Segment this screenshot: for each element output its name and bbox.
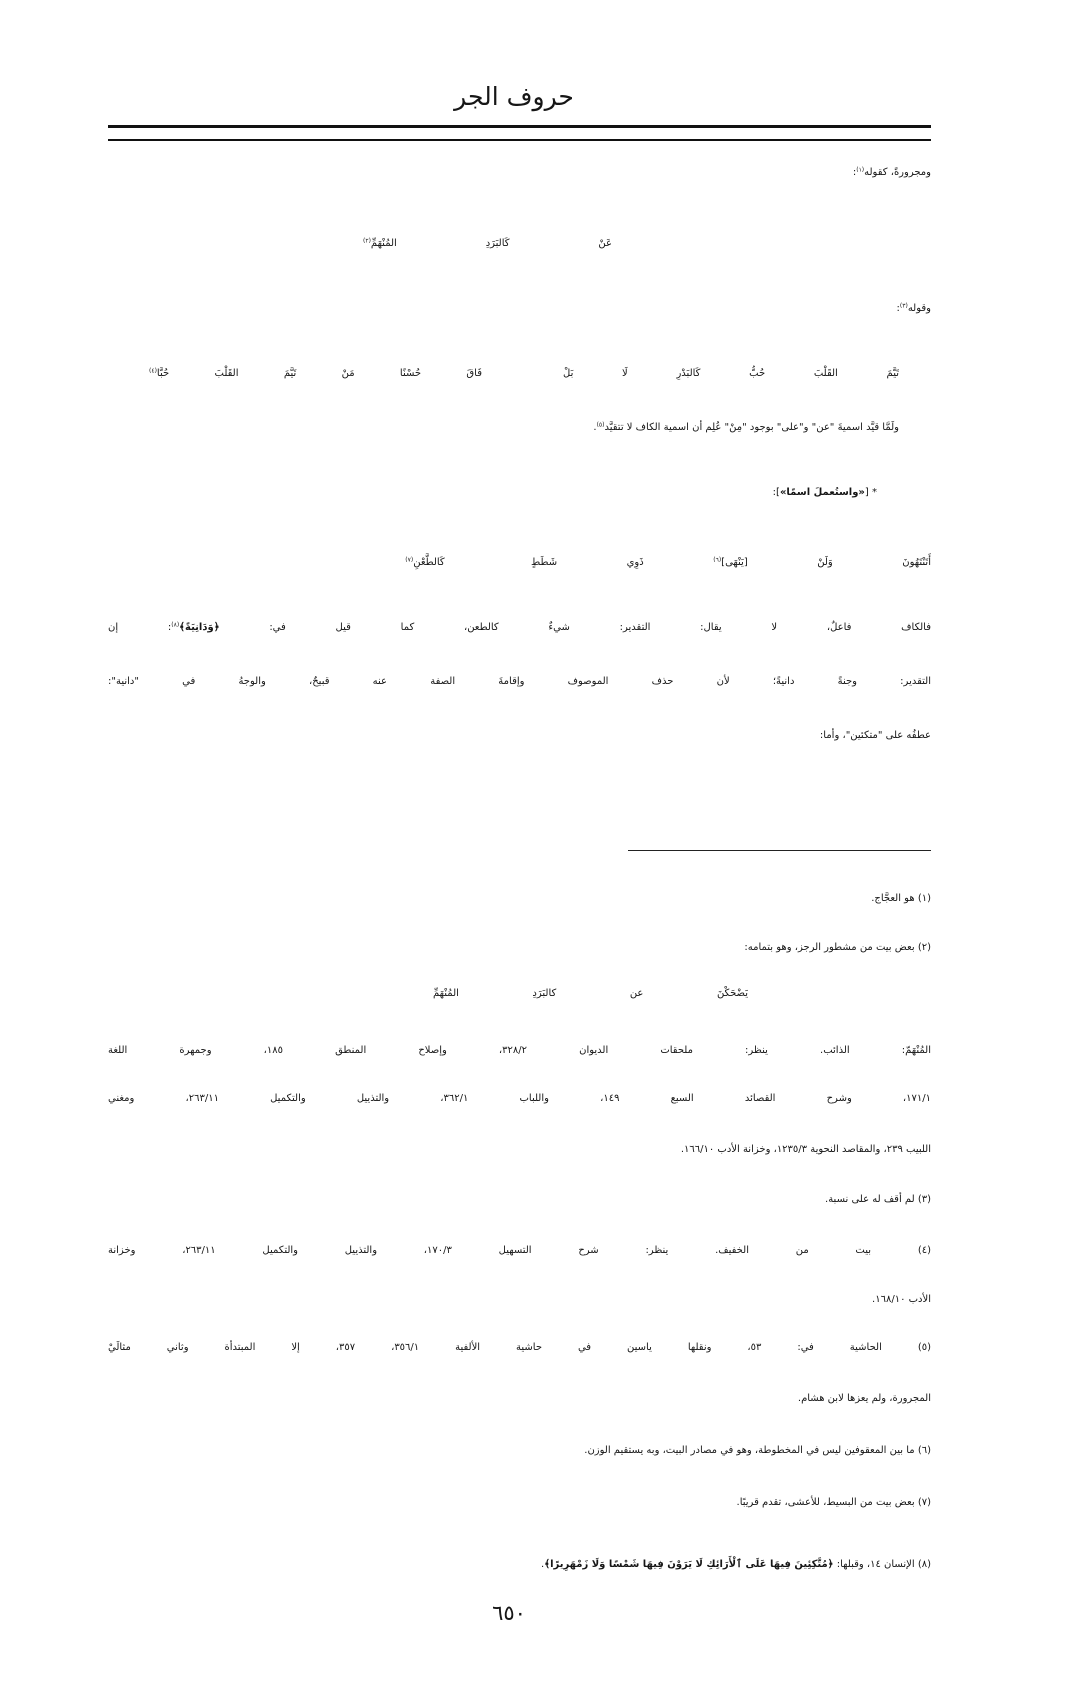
footnote-7 — [108, 1483, 931, 1523]
footnote-2-line-2 — [108, 1031, 931, 1071]
footnote-marker: (١) — [917, 893, 931, 904]
footnote-2 — [108, 928, 931, 968]
verse-text: ذَوِي شَطَطٍ — [531, 557, 644, 568]
footnote-text: بيت من الخفيف. ينظر: شرح التسهيل ١٧٠/٣، والتذييل والتكميل ٢٦٣/١١، وخزانة — [108, 1245, 872, 1256]
footnote-ref-8: (٨) — [171, 621, 180, 629]
body-text: فالكاف فاعلٌ، لا يقال: التقدير: شيءٌ كالطعن، كما قيل في: — [269, 622, 931, 633]
footnote-marker: (٨) — [917, 1559, 931, 1570]
running-header: حروف الجر — [454, 82, 574, 111]
footnote-marker: (٣) — [917, 1194, 931, 1205]
footnote-text: بعض بيت من البسيط، للأعشى، تقدم قريبًا. — [736, 1497, 915, 1508]
body-line-5 — [112, 406, 899, 450]
footnote-3 — [108, 1180, 931, 1220]
footnote-5-line-2 — [108, 1379, 931, 1419]
footnote-text: ١٧١/١، وشرح القصائد السبع ١٤٩، واللباب ٣٦٢/١، والتذييل والتكميل ٢٦٣/١١، ومغني — [108, 1093, 931, 1104]
body-text: وقوله — [907, 303, 931, 314]
header-rule-thick — [108, 125, 931, 128]
section-heading — [400, 471, 877, 515]
footnote-2-line-3 — [108, 1079, 931, 1119]
footnote-text: ما بين المعقوفين ليس في المخطوطة، وهو في مصادر البيت، وبه يستقيم الوزن. — [584, 1445, 915, 1456]
footnote-ref-2: (٢) — [363, 237, 371, 245]
footnote-2-line-4 — [108, 1130, 931, 1170]
body-text: التقدير: وجنةً دانيةً؛ لأن حذف الموصوف وإقامةَ الصفة عنه قبيحٌ، والوجهُ في "دانية": — [108, 676, 931, 687]
page-number: ٦٥٠ — [492, 1601, 526, 1625]
verse-text: يَضْحَكْنَ عن كالبَرَدِ المُنْهَمِّ — [433, 988, 748, 999]
verse-3-second-hemistich — [360, 541, 490, 585]
body-text: ولَمَّا قيَّد اسميةَ "عن" و"على" بوجود "مِنْ" عُلِم أن اسمية الكاف لا تتقيَّد — [604, 422, 899, 433]
footnote-2-verse — [433, 974, 748, 1014]
footnote-text: المجرورة، ولم يعزها لابن هشام. — [797, 1393, 931, 1404]
body-line-8 — [108, 606, 931, 650]
bracket-open: [ — [864, 487, 869, 498]
footnote-text: بعض بيت من مشطور الرجز، وهو بتمامه: — [744, 942, 915, 953]
footnote-marker: (٦) — [917, 1445, 931, 1456]
footnote-text: المُنْهَمّ: الذائب. ينظر: ملحقات الديوان ٣٢٨/٢، وإصلاح المنطق ١٨٥، وجمهرة اللغة — [108, 1045, 931, 1056]
header-rule-thin — [108, 139, 931, 141]
footnote-5 — [108, 1328, 931, 1368]
verse-text: تَيَّمَ القَلْبَ حُبُّ كَالبَدْرِ لَا بَلْ — [563, 368, 899, 379]
footnote-text: الأدب ١٦٨/١٠. — [872, 1294, 931, 1305]
verse-1 — [363, 222, 612, 266]
body-text: عطفُه على "متكئين"، وأما: — [819, 730, 931, 741]
verse-2-second-hemistich — [149, 352, 482, 396]
footnote-1 — [108, 879, 931, 919]
quran-quote: ﴿وَدَانِيَةً﴾ — [179, 622, 220, 633]
footnote-marker: (٢) — [917, 942, 931, 953]
bracket-close: ]: — [772, 487, 780, 498]
quran-quote: ﴿مُتَّكِئِينَ فِيهَا عَلَى ٱلْأَرَائِكِ لَا يَرَوْنَ فِيهَا شَمْسًا وَلَا زَمْهَرِيرًا﴾ — [544, 1559, 834, 1570]
footnote-separator — [628, 850, 931, 851]
punctuation: : — [896, 303, 900, 314]
asterisk: * — [872, 487, 877, 498]
body-text: : إن — [108, 622, 172, 633]
verse-text: كَالطَّعْنِ — [413, 557, 445, 568]
footnote-text: الحاشية في: ٥٣، ونقلها ياسين في حاشية الألفية ٣٥٦/١، ٣٥٧، إلا المبتدأة وثاني مثالَيْ — [108, 1342, 882, 1353]
footnote-4-line-2 — [108, 1280, 931, 1320]
body-line-9 — [108, 660, 931, 704]
body-text: ومجرورةً، كقوله — [864, 167, 931, 178]
verse-text: أَتَنْتَهُونَ وَلَنْ [يَنْهَى] — [721, 557, 931, 568]
verse-text: عَنْ كَالبَرَدِ المُنْهَمِّ — [370, 238, 612, 249]
footnote-text: الإنسان ١٤، وقبلها: — [836, 1559, 915, 1570]
footnote-4 — [108, 1231, 931, 1271]
punctuation: : — [852, 167, 857, 178]
verse-text: فَاقَ حُسْنًا مَنْ تَيَّمَ القَلْبَ حُبَّا — [156, 368, 482, 379]
footnote-8 — [108, 1545, 931, 1585]
body-line-1 — [108, 151, 931, 195]
footnote-text: لم أقف له على نسبة. — [825, 1194, 915, 1205]
footnote-text: اللبيب ٢٣٩، والمقاصد النحوية ١٢٣٥/٣، وخزانة الأدب ١٦٦/١٠. — [680, 1144, 931, 1155]
verse-3-first-hemistich — [531, 541, 931, 585]
footnote-marker: (٤) — [917, 1245, 931, 1256]
footnote-ref-5: (٥) — [596, 421, 605, 429]
footnote-ref-6: (٦) — [713, 556, 722, 564]
body-line-3 — [108, 287, 931, 331]
footnote-ref-4: (٤) — [149, 367, 157, 375]
verse-2-first-hemistich — [563, 352, 899, 396]
footnote-6 — [108, 1431, 931, 1471]
footnote-marker: (٧) — [917, 1497, 931, 1508]
punctuation: . — [593, 422, 597, 433]
heading-quote: «واستُعملَ اسمًا» — [779, 487, 865, 498]
punctuation: . — [541, 1559, 545, 1570]
footnote-ref-3: (٣) — [899, 302, 908, 310]
footnote-text: هو العجَّاج. — [871, 893, 915, 904]
body-line-10 — [108, 714, 931, 758]
footnote-ref-1: (١) — [856, 166, 865, 174]
footnote-ref-7: (٧) — [405, 556, 414, 564]
footnote-marker: (٥) — [917, 1342, 931, 1353]
